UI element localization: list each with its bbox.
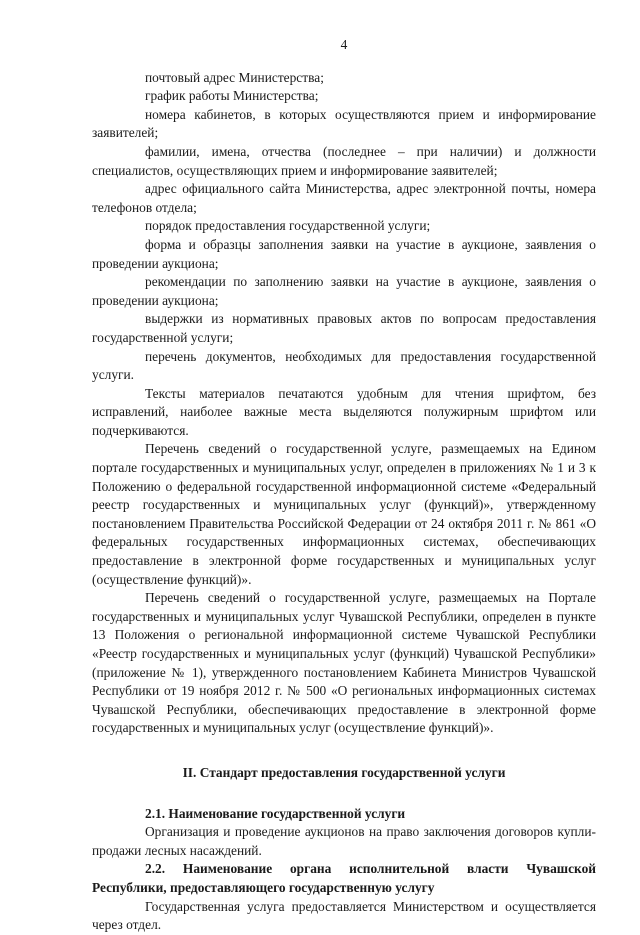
list-item: выдержки из нормативных правовых актов по вопросам предоставления государственной услуги; <box>92 311 596 345</box>
list-item: перечень документов, необходимых для предоставления государственной услуги. <box>92 348 596 383</box>
list-item: номера кабинетов, в которых осуществляются прием и информирование заявителей; <box>92 106 596 141</box>
page-number: 4 <box>340 37 348 52</box>
list-item: фамилии, имена, отчества (последнее – при наличии) и должности специалистов, осуществляющих прием и информирование заявителей; <box>92 143 596 178</box>
body-paragraph: Перечень сведений о государственной услуге, размещаемых на Портале государственных и муниципальных услуг Чувашской Республики, определен в пункте 13 Положения о региональной информационной системе Чувашской Республики «Реестр государственных и муниципальных услуг (функций) Чувашской Республики» (приложение № 1), утвержденного постановлением Кабинета Министров Чувашской Республики от 19 ноября 2012 г. № 500 «О региональных информационных системах Чувашской Республики, обеспечивающих предоставление в электронной форме государственных и муниципальных услуг (осуществление функций)». <box>92 590 596 736</box>
list-item: почтовый адрес Министерства; <box>145 69 324 85</box>
section-title: II. Стандарт предоставления государственной услуги <box>182 764 506 780</box>
list-item: форма и образцы заполнения заявки на участие в аукционе, заявления о проведении аукциона; <box>92 236 596 271</box>
list-item: адрес официального сайта Министерства, адрес электронной почты, номера телефонов отдела; <box>92 181 596 215</box>
subsection-1-title: 2.1. Наименование государственной услуги <box>145 805 406 821</box>
subsection-1-text: Организация и проведение аукционов на право заключения договоров купли-продажи лесных насаждений. <box>92 824 596 858</box>
info-list <box>92 69 596 738</box>
body-paragraph: Перечень сведений о государственной услуге, размещаемых на Едином портале государственных и муниципальных услуг, определен в приложениях № 1 и 3 к Положению о федеральной государственной информационной системе «Федеральный реестр государственных и муниципальных услуг (функций)», утвержденному постановлением Правительства Российской Федерации от 24 октября 2011 г. № 861 «О федеральных государственных информационных системах, обеспечивающих предоставление в электронной форме государственных и муниципальных услуг (осуществление функций)». <box>92 441 596 587</box>
subsection-2-title: 2.2. Наименование органа исполнительной власти Чувашской Республики, предоставляющего государственную услугу <box>92 861 596 895</box>
list-item: рекомендации по заполнению заявки на участие в аукционе, заявления о проведении аукциона; <box>92 274 596 308</box>
list-item: график работы Министерства; <box>145 88 319 104</box>
subsection-2-text: Государственная услуга предоставляется Министерством и осуществляется через отдел. <box>92 898 596 933</box>
body-paragraph: Тексты материалов печатаются удобным для чтения шрифтом, без исправлений, наиболее важные места выделяются полужирным шрифтом или подчеркиваются. <box>92 385 596 438</box>
list-item: порядок предоставления государственной услуги; <box>145 218 431 234</box>
